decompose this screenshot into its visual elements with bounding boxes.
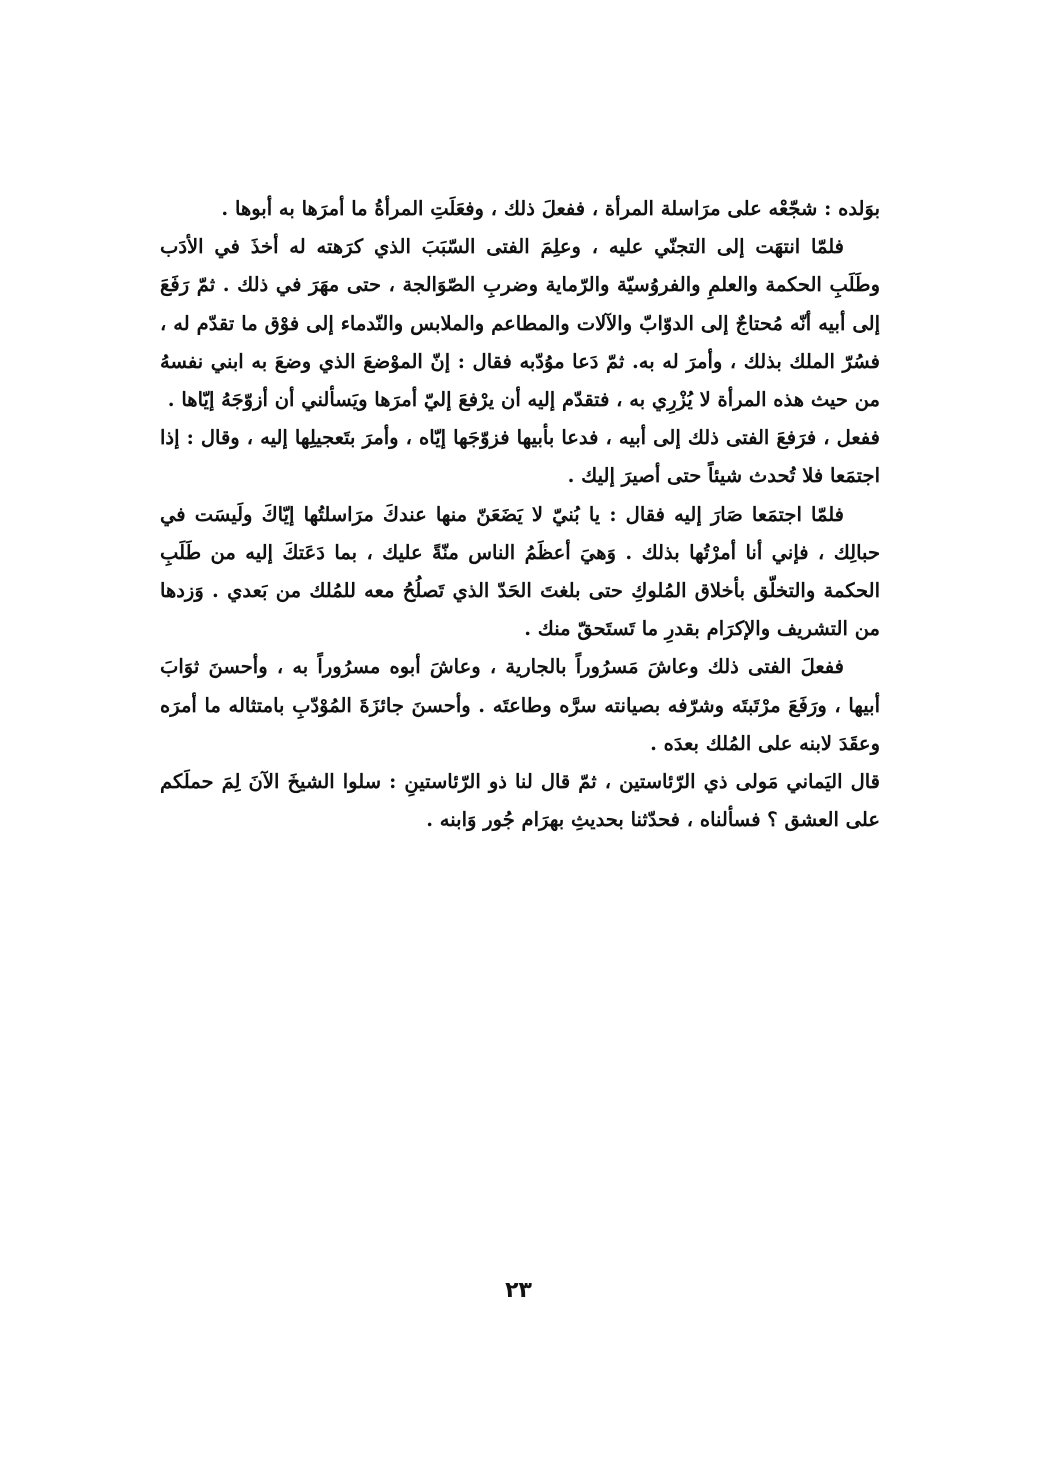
body-text xyxy=(160,190,880,839)
paragraph-5: ففعلَ الفتى ذلك وعاشَ مَسرُوراً بالجارية ، وعاشَ أبوه مسرُوراً به ، وأحسنَ ثوَابَ أبيها ، ورَفَعَ مرْتَبتَه وشرّفه بصيانته سرَّه وطاعتَه . وأحسنَ جائزَةَ المُوْدّبِ بامتثاله ما أمرَه وعقَدَ لابنه على المُلك بعدَه . xyxy=(160,655,880,755)
paragraph-4: فلمّا اجتمَعا صَارَ إليه فقال : يا بُنيّ لا يَضَعَنّ منها عندكَ مرَاسلتُها إيّاكَ ولَيسَت في حبالِك ، فإني أنا أمرْتُها بذلك . وَهيَ أعظَمُ الناس منّةً عليك ، بما دَعَتكَ إليه من طَلَبِ الحكمة والتخلّق بأخلاق المُلوكِ حتى بلغتَ الحَدّ الذي تَصلُحُ معه للمُلك من بَعدي . وَزدها من التشريف والإكرَام بقدرِ ما تَستَحقّ منك . xyxy=(160,502,880,641)
paragraph-3: ففعل ، فرَفعَ الفتى ذلك إلى أبيه ، فدعا بأبيها فزوّجَها إيّاه ، وأمرَ بتَعجيلِها إليه ، وقال : إذا اجتمَعا فلا تُحدث شيئاً حتى أصيرَ إليك . xyxy=(160,426,880,488)
paragraph-6: قال اليَماني مَولى ذي الرّئاستين ، ثمّ قال لنا ذو الرّئاستينِ : سلوا الشيخَ الآنَ لِمَ حملَكم على العشق ؟ فسألناه ، فحدّثنا بحديثِ بهرَام جُور وَابنه . xyxy=(160,770,880,832)
paragraph-1: بوَلده : شجّعْه على مرَاسلة المرأة ، ففعلَ ذلك ، وفعَلَتِ المرأةُ ما أمرَها به أبوها . xyxy=(221,197,880,220)
page-number: ٢٣ xyxy=(505,1278,532,1303)
paragraph-2: فلمّا انتهَت إلى التجنّي عليه ، وعلِمَ الفتى السّبَبَ الذي كرَهته له أخذَ في الأدَب وطَلَبِ الحكمة والعلمِ والفروُسيّة والرّماية وضربِ الصّوَالجة ، حتى مهَرَ في ذلك . ثمّ رَفَعَ إلى أبيه أنّه مُحتاجٌ إلى الدوّابّ والآلات والمطاعم والملابس والنّدماء إلى فوْق ما تقدّم له ، فسُرّ الملك بذلك ، وأمرَ له به. ثمّ دَعا موُدّبه فقال : إنّ الموْضعَ الذي وضعَ به ابني نفسهُ من حيث هذه المرأة لا يُزْرِي به ، فتقدّم إليه أن يرْفعَ إليّ أمرَها ويَسألني أن أزوّجَهُ إيّاها . xyxy=(160,235,880,412)
